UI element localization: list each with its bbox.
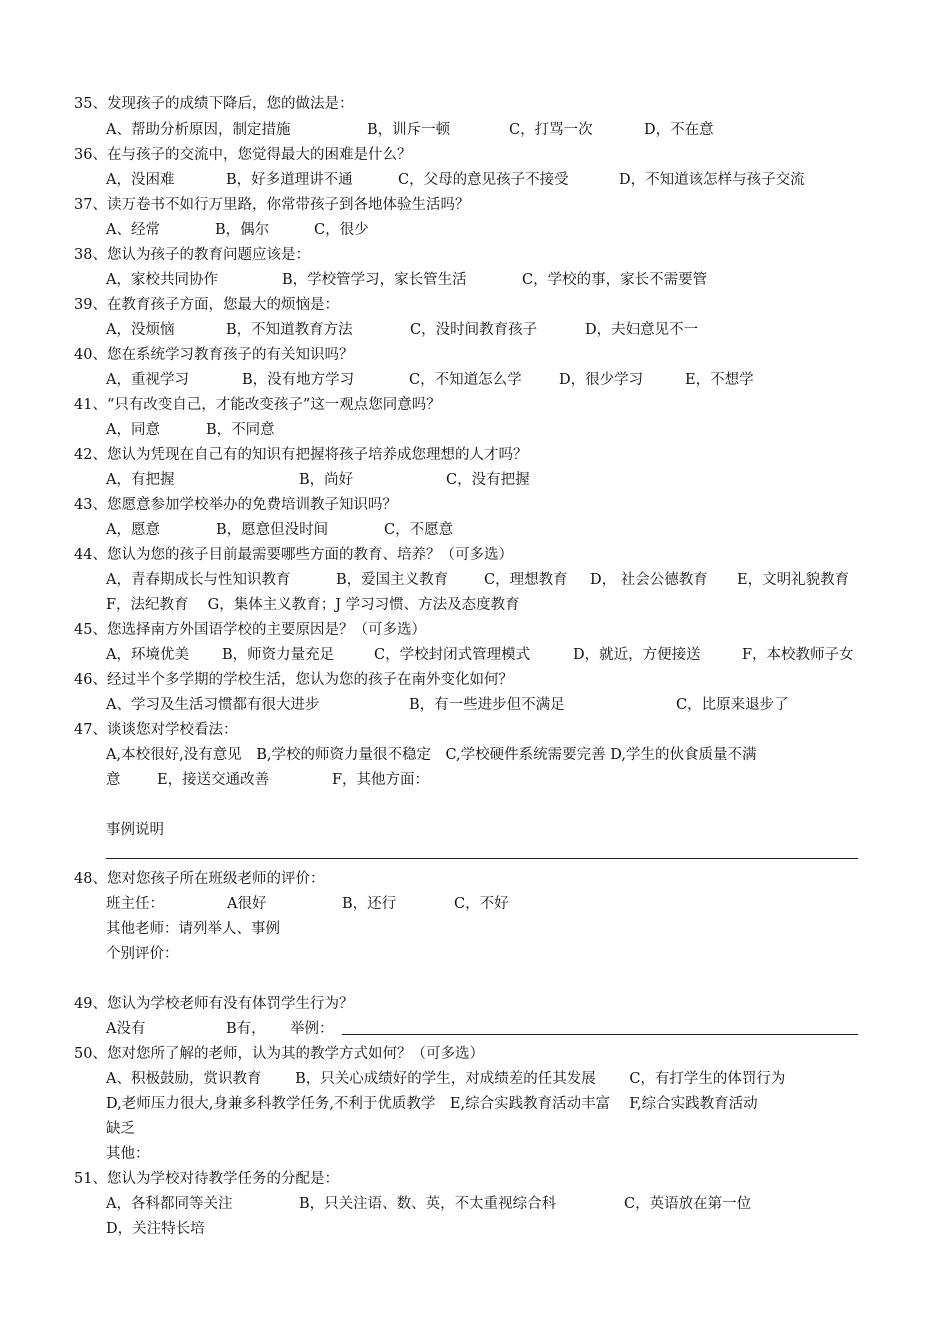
q42-option-a: A，有把握 [106, 472, 175, 488]
q47-question: 47、谈谈您对学校看法： [74, 722, 238, 738]
q51-option-a: A，各科都同等关注 [106, 1196, 233, 1212]
q40-option-c: C，不知道怎么学 [409, 372, 522, 388]
q38-option-c: C，学校的事，家长不需要管 [522, 272, 708, 288]
q45-option-a: A，环境优美 [106, 647, 189, 663]
q37-question: 37、读万卷书不如行万里路，你常带孩子到各地体验生活吗？ [74, 197, 470, 213]
q42-question: 42、您认为凭现在自己有的知识有把握将孩子培养成您理想的人才吗？ [74, 447, 528, 463]
q46-option-a: A、学习及生活习惯都有很大进步 [106, 697, 320, 713]
q46-option-c: C，比原来退步了 [676, 697, 789, 713]
q49-example-label: 举例： [290, 1021, 334, 1037]
q40-option-b: B，没有地方学习 [242, 372, 355, 388]
q38-option-a: A，家校共同协作 [106, 272, 218, 288]
q44-option-c: C，理想教育 [484, 572, 568, 588]
q45-question: 45、您选择南方外国语学校的主要原因是？（可多选） [74, 622, 426, 638]
q49-option-b: B有， [226, 1021, 266, 1037]
q44-option-e: E，文明礼貌教育 [737, 572, 850, 588]
q37-option-b: B，偶尔 [215, 222, 270, 238]
q48-question: 48、您对您孩子所在班级老师的评价： [74, 871, 325, 887]
q44-options-line2: F，法纪教育 G，集体主义教育；J 学习习惯、方法及态度教育 [106, 597, 520, 613]
q43-question: 43、您愿意参加学校举办的免费培训教子知识吗？ [74, 497, 397, 513]
q42-option-c: C，没有把握 [446, 472, 530, 488]
q51-option-c: C，英语放在第一位 [624, 1196, 752, 1212]
q40-option-d: D，很少学习 [559, 372, 644, 388]
q48-option-b: B，还行 [342, 896, 397, 912]
q49-question: 49、您认为学校老师有没有体罚学生行为？ [74, 996, 354, 1012]
q48-other-teachers: 其他老师：请列举人、事例 [106, 921, 280, 937]
q45-option-d: D，就近，方便接送 [573, 647, 701, 663]
q48-option-a: A很好 [227, 896, 267, 912]
q47-example-label: 事例说明 [106, 822, 164, 838]
q49-option-a: A没有 [106, 1021, 146, 1037]
q47-answer-line [106, 858, 858, 859]
q47-option-e: E，接送交通改善 [157, 772, 270, 788]
q47-options-line1: A,本校很好,没有意见 B,学校的师资力量很不稳定 C,学校硬件系统需要完善 D,学生的伙食质量不满 [106, 747, 757, 763]
q46-question: 46、经过半个多学期的学校生活，您认为您的孩子在南外变化如何？ [74, 672, 513, 688]
q46-option-b: B，有一些进步但不满足 [409, 697, 565, 713]
q40-option-e: E，不想学 [685, 372, 754, 388]
q36-question: 36、在与孩子的交流中，您觉得最大的困难是什么？ [74, 147, 412, 163]
q39-option-b: B，不知道教育方法 [226, 322, 353, 338]
q43-option-b: B，愿意但没时间 [216, 522, 329, 538]
q41-option-a: A，同意 [106, 422, 160, 438]
q50-other-label: 其他： [106, 1146, 150, 1162]
q41-option-b: B，不同意 [206, 422, 275, 438]
q48-individual-eval: 个别评价： [106, 946, 179, 962]
q40-question: 40、您在系统学习教育孩子的有关知识吗？ [74, 347, 354, 363]
q42-option-b: B，尚好 [299, 472, 354, 488]
q37-option-a: A、经常 [106, 222, 160, 238]
q45-option-b: B，师资力量充足 [222, 647, 335, 663]
q49-example-line [342, 1034, 858, 1035]
q51-option-d: D，关注特长培 [106, 1221, 205, 1237]
q48-head-teacher-label: 班主任： [106, 896, 164, 912]
q39-option-c: C，没时间教育孩子 [410, 322, 538, 338]
q45-option-c: C，学校封闭式管理模式 [374, 647, 531, 663]
q39-option-a: A，没烦恼 [106, 322, 175, 338]
q35-option-b: B，训斥一顿 [367, 122, 451, 138]
q51-question: 51、您认为学校对待教学任务的分配是： [74, 1171, 339, 1187]
q36-option-b: B，好多道理讲不通 [226, 172, 353, 188]
q37-option-c: C，很少 [314, 222, 369, 238]
q50-options-line2: D,老师压力很大,身兼多科教学任务,不利于优质教学 E,综合实践教育活动丰富 F,综合实践教育活动 [106, 1096, 758, 1112]
q36-option-d: D，不知道该怎样与孩子交流 [619, 172, 805, 188]
q35-option-c: C，打骂一次 [509, 122, 593, 138]
q36-option-a: A，没困难 [106, 172, 175, 188]
q35-option-a: A、帮助分析原因，制定措施 [106, 122, 291, 138]
q44-question: 44、您认为您的孩子目前最需要哪些方面的教育、培养？（可多选） [74, 547, 513, 563]
q45-option-f: F，本校教师子女 [742, 647, 854, 663]
q48-option-c: C，不好 [454, 896, 509, 912]
q44-option-a: A，青春期成长与性知识教育 [106, 572, 291, 588]
q50-options-line1: A、积极鼓励，赏识教育 B，只关心成绩好的学生，对成绩差的任其发展 C，有打学生的体罚行为 [106, 1071, 786, 1087]
q43-option-a: A，愿意 [106, 522, 160, 538]
q44-option-d: D， 社会公德教育 [590, 572, 708, 588]
q35-question: 35、发现孩子的成绩下降后，您的做法是： [74, 96, 354, 112]
q38-question: 38、您认为孩子的教育问题应该是： [74, 247, 310, 263]
q47-option-f: F，其他方面： [332, 772, 430, 788]
q36-option-c: C，父母的意见孩子不接受 [398, 172, 569, 188]
q50-question: 50、您对您所了解的老师，认为其的教学方式如何？（可多选） [74, 1046, 484, 1062]
q47-option-continuation: 意 [106, 772, 121, 788]
q44-option-b: B，爱国主义教育 [336, 572, 449, 588]
q38-option-b: B，学校管学习，家长管生活 [282, 272, 467, 288]
q43-option-c: C，不愿意 [384, 522, 454, 538]
q35-option-d: D，不在意 [644, 122, 714, 138]
q50-options-line3: 缺乏 [106, 1121, 135, 1137]
q40-option-a: A，重视学习 [106, 372, 189, 388]
q39-question: 39、在教育孩子方面，您最大的烦恼是： [74, 297, 339, 313]
q41-question: 41、“只有改变自己，才能改变孩子”这一观点您同意吗？ [74, 397, 441, 413]
q39-option-d: D，夫妇意见不一 [585, 322, 699, 338]
q51-option-b: B，只关注语、数、英，不太重视综合科 [299, 1196, 557, 1212]
